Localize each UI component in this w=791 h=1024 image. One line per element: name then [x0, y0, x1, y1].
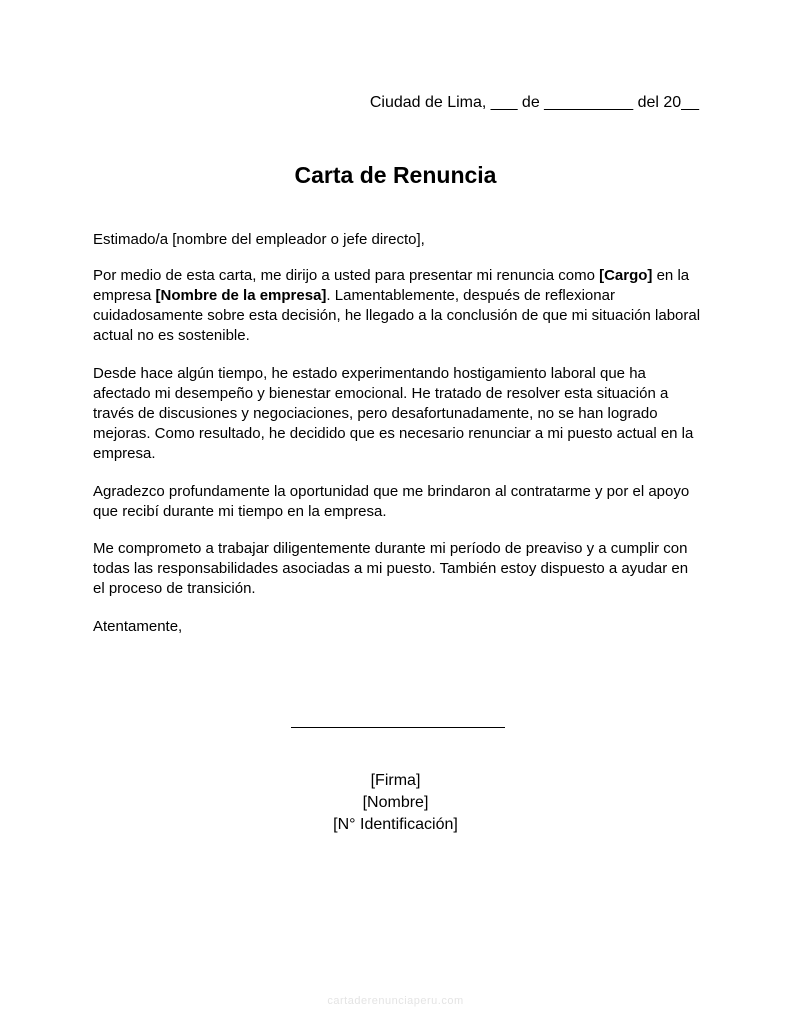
paragraph-resignation-text-2: en la empresa [93, 267, 690, 304]
closing: Atentamente, [93, 618, 183, 635]
page-title: Carta de Renuncia [294, 162, 497, 188]
signature-identificacion: [N° Identificación] [333, 816, 458, 833]
company-placeholder: [Nombre de la empresa] [155, 287, 327, 304]
watermark: cartaderenunciaperu.com [327, 995, 464, 1007]
paragraph-resignation-text-3: . Lamentablemente, después de reflexionar cuidadosamente sobre esta decisión, he llegado a la conclusión de que mi situación laboral actual no es sostenible. [93, 287, 701, 344]
date-line: Ciudad de Lima, ___ de __________ del 20__ [369, 94, 699, 111]
greeting: Estimado/a [nombre del empleador o jefe directo], [93, 231, 425, 248]
signature-nombre: [Nombre] [362, 794, 429, 811]
paragraph-resignation-text-1: Por medio de esta carta, me dirijo a usted para presentar mi renuncia como [93, 267, 600, 284]
paragraph-commitment: Me comprometo a trabajar diligentemente durante mi período de preaviso y a cumplir con todas las responsabilidades asociadas a mi puesto. También estoy dispuesto a ayudar en el proceso de transición. [93, 540, 689, 597]
paragraph-resignation [93, 266, 703, 346]
paragraph-harassment: Desde hace algún tiempo, he estado experimentando hostigamiento laboral que ha afectado mi desempeño y bienestar emocional. He tratado de resolver esta situación a través de discusiones y negociaciones, pero desafortunadamente, no se han logrado mejoras. Como resultado, he decidido que es necesario renunciar a mi puesto actual en la empresa. [93, 365, 694, 462]
signature-line [291, 727, 505, 728]
paragraph-gratitude: Agradezco profundamente la oportunidad que me brindaron al contratarme y por el apoyo que recibí durante mi tiempo en la empresa. [93, 483, 690, 520]
cargo-placeholder: [Cargo] [599, 267, 653, 284]
signature-firma: [Firma] [370, 772, 421, 789]
signature-block [0, 770, 791, 836]
